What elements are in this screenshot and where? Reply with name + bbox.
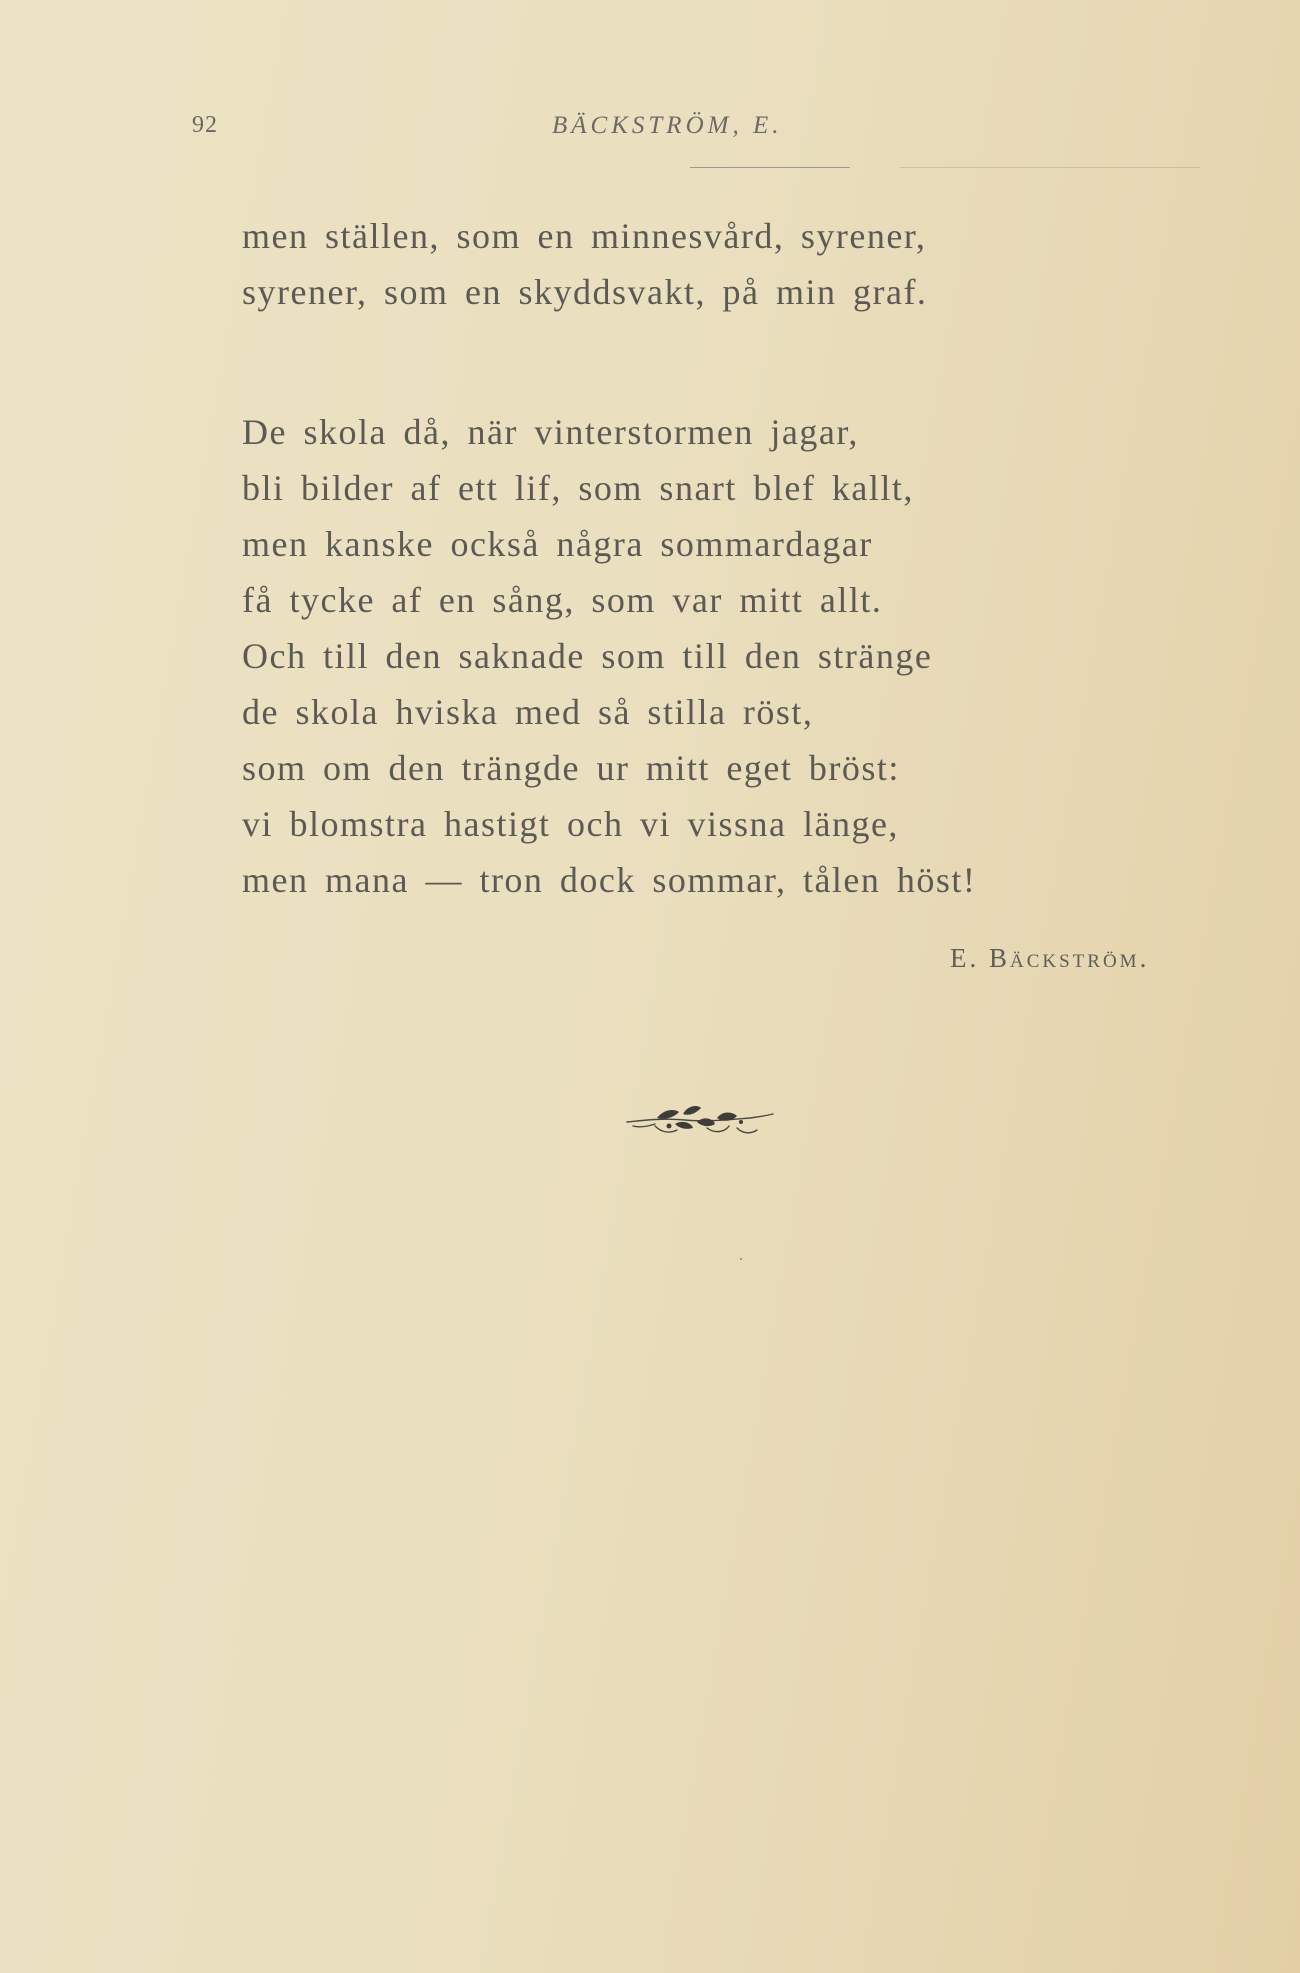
poem-line: De skola då, när vinterstormen jagar, xyxy=(242,412,859,452)
poem-line: bli bilder af ett lif, som snart blef kallt, xyxy=(242,468,914,508)
header-rule xyxy=(690,167,850,168)
running-title: BÄCKSTRÖM, E. xyxy=(552,112,783,139)
page-number: 92 xyxy=(192,112,218,138)
poem-line: men ställen, som en minnesvård, syrener, xyxy=(242,216,927,256)
poem-line: få tycke af en sång, som var mitt allt. xyxy=(242,580,883,620)
stanza-2 xyxy=(242,404,976,908)
poem-line: Och till den saknade som till den stränge xyxy=(242,636,933,676)
running-head xyxy=(192,112,1192,152)
poem-line: som om den trängde ur mitt eget bröst: xyxy=(242,748,900,788)
leaf-sprig-ornament-icon xyxy=(625,1096,775,1146)
poem-line: vi blomstra hastigt och vi vissna länge, xyxy=(242,804,899,844)
header-rule-faint xyxy=(900,167,1200,168)
paper-speck xyxy=(740,1258,742,1260)
poem-line: men kanske också några sommardagar xyxy=(242,524,873,564)
author-signature: E. Bäckström. xyxy=(950,943,1150,973)
stanza-1 xyxy=(242,208,927,320)
poem-line: de skola hviska med så stilla röst, xyxy=(242,692,814,732)
poem-line: men mana — tron dock sommar, tålen höst! xyxy=(242,860,977,900)
poem-line: syrener, som en skyddsvakt, på min graf. xyxy=(242,272,928,312)
